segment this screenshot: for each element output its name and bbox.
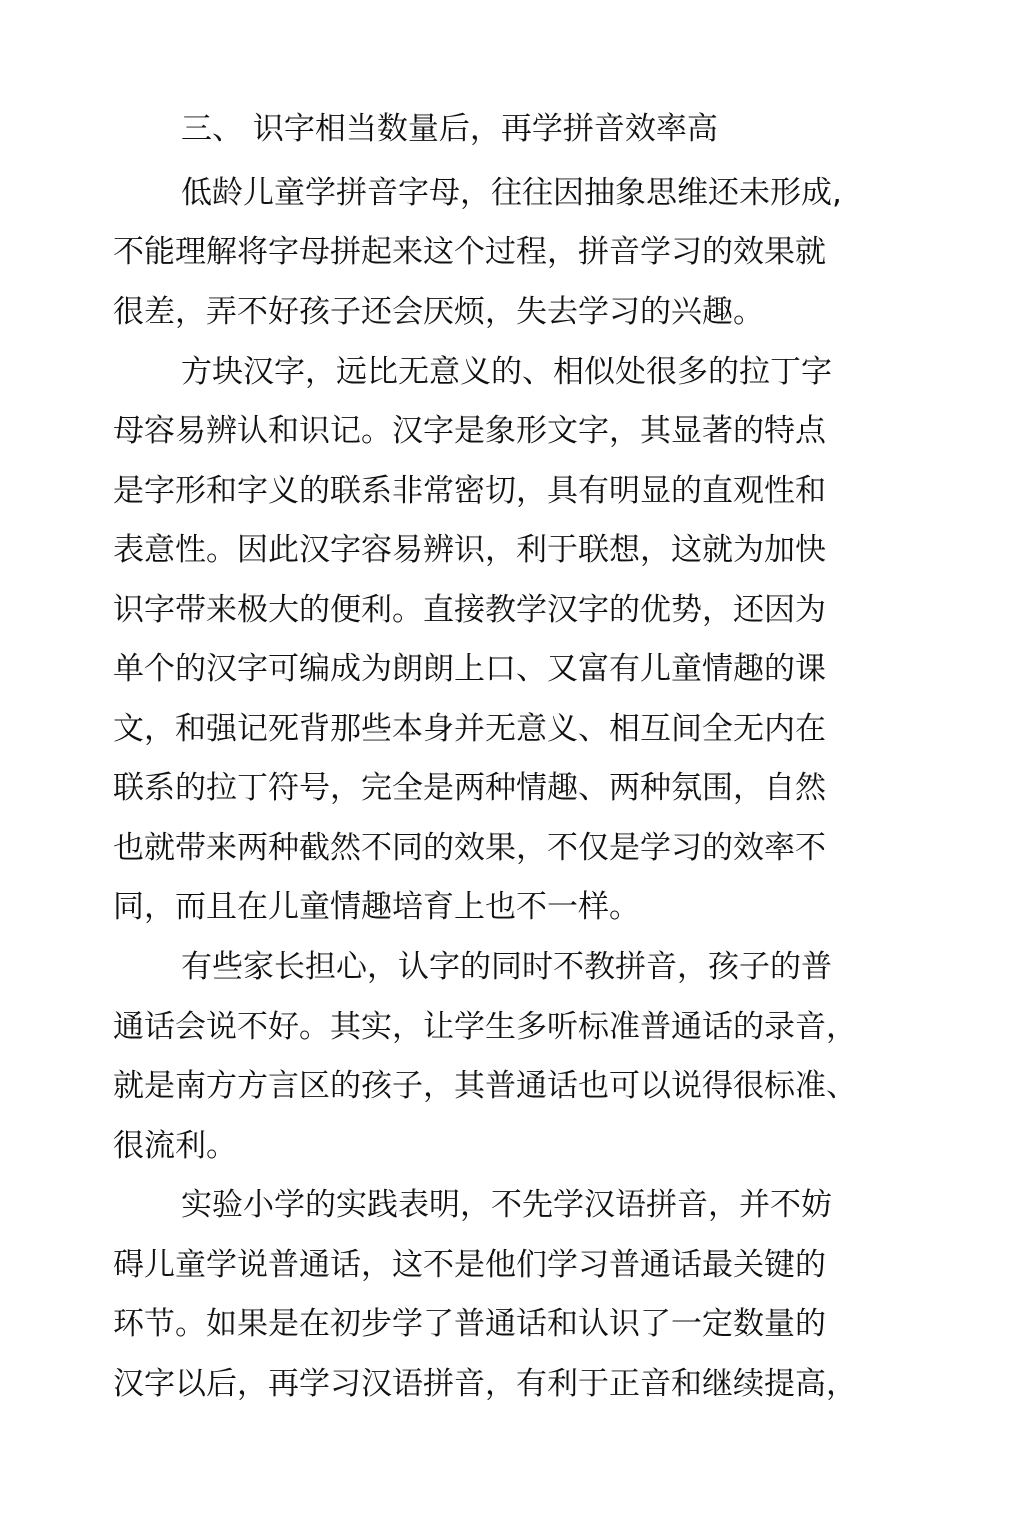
text-line: 汉字以后，再学习汉语拼音，有利于正音和继续提高， [113, 1366, 857, 1402]
text-line: 同，而且在儿童情趣培育上也不一样。 [113, 889, 640, 925]
text-line: 通话会说不好。其实，让学生多听标准普通话的录音， [113, 1009, 857, 1045]
text-line: 低龄儿童学拼音字母，往往因抽象思维还未形成, [181, 175, 842, 211]
text-line: 联系的拉丁符号，完全是两种情趣、两种氛围，自然 [113, 770, 826, 806]
text-line: 识字带来极大的便利。直接教学汉字的优势，还因为 [113, 592, 826, 628]
text-line: 实验小学的实践表明，不先学汉语拼音，并不妨 [181, 1187, 832, 1223]
text-line: 环节。如果是在初步学了普通话和认识了一定数量的 [113, 1306, 826, 1342]
text-line: 表意性。因此汉字容易辨识，利于联想，这就为加快 [113, 532, 826, 568]
text-line: 也就带来两种截然不同的效果，不仅是学习的效率不 [113, 830, 826, 866]
text-line: 文，和强记死背那些本身并无意义、相互间全无内在 [113, 711, 826, 747]
text-line: 母容易辨认和识记。汉字是象形文字，其显著的特点 [113, 413, 826, 449]
text-line: 方块汉字，远比无意义的、相似处很多的拉丁字 [181, 354, 832, 390]
text-line: 是字形和字义的联系非常密切，具有明显的直观性和 [113, 473, 826, 509]
text-line: 单个的汉字可编成为朗朗上口、又富有儿童情趣的课 [113, 651, 826, 687]
text-line: 很流利。 [113, 1128, 237, 1164]
section-heading: 三、 识字相当数量后，再学拼音效率高 [181, 111, 718, 147]
text-line: 就是南方方言区的孩子，其普通话也可以说得很标准、 [113, 1068, 857, 1104]
text-line: 有些家长担心，认字的同时不教拼音，孩子的普 [181, 949, 832, 985]
text-line: 碍儿童学说普通话，这不是他们学习普通话最关键的 [113, 1247, 826, 1283]
text-line: 不能理解将字母拼起来这个过程，拼音学习的效果就 [113, 234, 826, 270]
text-line: 很差，弄不好孩子还会厌烦，失去学习的兴趣。 [113, 294, 764, 330]
